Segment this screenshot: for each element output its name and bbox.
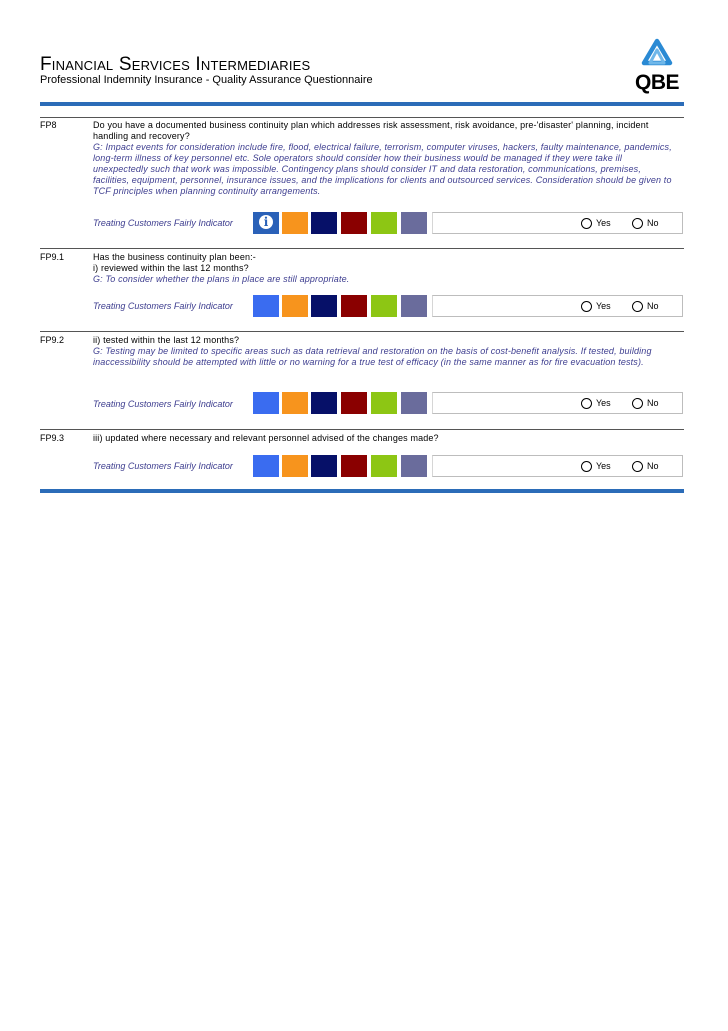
tcf-indicator-orange[interactable] bbox=[282, 455, 308, 477]
question-fp9-2 bbox=[93, 335, 685, 368]
tcf-indicator-green[interactable] bbox=[371, 212, 397, 234]
answer-box bbox=[432, 212, 683, 234]
tcf-indicator-maroon[interactable] bbox=[341, 392, 367, 414]
tcf-indicator-orange[interactable] bbox=[282, 295, 308, 317]
question-text-line: ii) tested within the last 12 months? bbox=[93, 335, 240, 345]
question-id: FP8 bbox=[40, 120, 57, 130]
tcf-indicator-label: Treating Customers Fairly Indicator bbox=[93, 399, 233, 409]
yes-label: Yes bbox=[596, 218, 611, 228]
yes-label: Yes bbox=[596, 301, 611, 311]
tcf-indicator-orange[interactable] bbox=[282, 392, 308, 414]
header-rule bbox=[40, 102, 684, 106]
tcf-indicator-green[interactable] bbox=[371, 295, 397, 317]
tcf-indicator-slate[interactable] bbox=[401, 295, 427, 317]
question-fp8 bbox=[93, 120, 685, 197]
tcf-indicator-label: Treating Customers Fairly Indicator bbox=[93, 218, 233, 228]
tcf-indicator-maroon[interactable] bbox=[341, 455, 367, 477]
guidance-line: long-term illness of key personnel etc. Sole operators should consider how their business would be managed if they were take ill bbox=[93, 153, 622, 163]
tcf-indicator-navy[interactable] bbox=[311, 392, 337, 414]
question-text-line: handling and recovery? bbox=[93, 131, 190, 141]
question-text-line: iii) updated where necessary and relevant personnel advised of the changes made? bbox=[93, 433, 439, 443]
yes-radio[interactable] bbox=[581, 218, 592, 229]
question-text-line: i) reviewed within the last 12 months? bbox=[93, 263, 249, 273]
answer-box bbox=[432, 295, 683, 317]
no-radio[interactable] bbox=[632, 398, 643, 409]
guidance-line: G: Impact events for consideration include fire, flood, electrical failure, terrorism, computer viruses, hackers, faulty maintenance, pandemics, bbox=[93, 142, 672, 152]
guidance-line: inaccessibility should be attempted with little or no warning for a true test of efficacy (in the same manner as for fire evacuation tests). bbox=[93, 357, 644, 367]
question-id: FP9.1 bbox=[40, 252, 65, 262]
question-fp9-1 bbox=[93, 252, 685, 285]
tcf-indicator-maroon[interactable] bbox=[341, 212, 367, 234]
question-text-line: Has the business continuity plan been:- bbox=[93, 252, 256, 262]
footer-rule bbox=[40, 489, 684, 493]
section-divider bbox=[40, 117, 684, 118]
no-radio[interactable] bbox=[632, 301, 643, 312]
section-divider bbox=[40, 429, 684, 430]
no-label: No bbox=[647, 218, 659, 228]
tcf-indicator-maroon[interactable] bbox=[341, 295, 367, 317]
yes-radio[interactable] bbox=[581, 461, 592, 472]
no-radio[interactable] bbox=[632, 218, 643, 229]
page-subtitle: Professional Indemnity Insurance - Quality Assurance Questionnaire bbox=[40, 74, 373, 86]
no-label: No bbox=[647, 398, 659, 408]
info-button[interactable] bbox=[253, 212, 279, 234]
section-divider bbox=[40, 331, 684, 332]
tcf-indicator-orange[interactable] bbox=[282, 212, 308, 234]
qbe-logo-text: QBE bbox=[634, 71, 679, 94]
tcf-indicator-navy[interactable] bbox=[311, 295, 337, 317]
tcf-indicator-green[interactable] bbox=[371, 455, 397, 477]
question-id: FP9.2 bbox=[40, 335, 65, 345]
tcf-indicator-blue[interactable] bbox=[253, 392, 279, 414]
tcf-indicator-navy[interactable] bbox=[311, 212, 337, 234]
question-fp9-3 bbox=[93, 433, 685, 444]
tcf-indicator-slate[interactable] bbox=[401, 212, 427, 234]
yes-radio[interactable] bbox=[581, 398, 592, 409]
tcf-indicator-label: Treating Customers Fairly Indicator bbox=[93, 301, 233, 311]
yes-label: Yes bbox=[596, 398, 611, 408]
no-label: No bbox=[647, 301, 659, 311]
guidance-line: unexpectedly such that work was impossible. Contingency plans should consider IT and data restoration, communications, premises, bbox=[93, 164, 641, 174]
guidance-line: G: To consider whether the plans in place are still appropriate. bbox=[93, 274, 350, 284]
question-id: FP9.3 bbox=[40, 433, 65, 443]
tcf-indicator-navy[interactable] bbox=[311, 455, 337, 477]
tcf-indicator-blue[interactable] bbox=[253, 455, 279, 477]
no-radio[interactable] bbox=[632, 461, 643, 472]
guidance-line: facilities, equipment, personnel, insurance issues, and the implications for clients and outsourced services. Consideration should be given to bbox=[93, 175, 672, 185]
section-divider bbox=[40, 248, 684, 249]
tcf-indicator-label: Treating Customers Fairly Indicator bbox=[93, 461, 233, 471]
yes-label: Yes bbox=[596, 461, 611, 471]
tcf-indicator-blue[interactable] bbox=[253, 295, 279, 317]
answer-box bbox=[432, 392, 683, 414]
page-title: Financial Services Intermediaries bbox=[40, 54, 311, 75]
question-text-line: Do you have a documented business continuity plan which addresses risk assessment, risk avoidance, pre-'disaster' planning, incident bbox=[93, 120, 649, 130]
guidance-line: TCF principles when planning continuity arrangements. bbox=[93, 186, 321, 196]
tcf-indicator-slate[interactable] bbox=[401, 455, 427, 477]
yes-radio[interactable] bbox=[581, 301, 592, 312]
tcf-indicator-slate[interactable] bbox=[401, 392, 427, 414]
answer-box bbox=[432, 455, 683, 477]
guidance-line: G: Testing may be limited to specific areas such as data retrieval and restoration on the basis of cost-benefit analysis. If tested, building bbox=[93, 346, 652, 356]
info-icon: i bbox=[259, 215, 273, 229]
tcf-indicator-green[interactable] bbox=[371, 392, 397, 414]
no-label: No bbox=[647, 461, 659, 471]
